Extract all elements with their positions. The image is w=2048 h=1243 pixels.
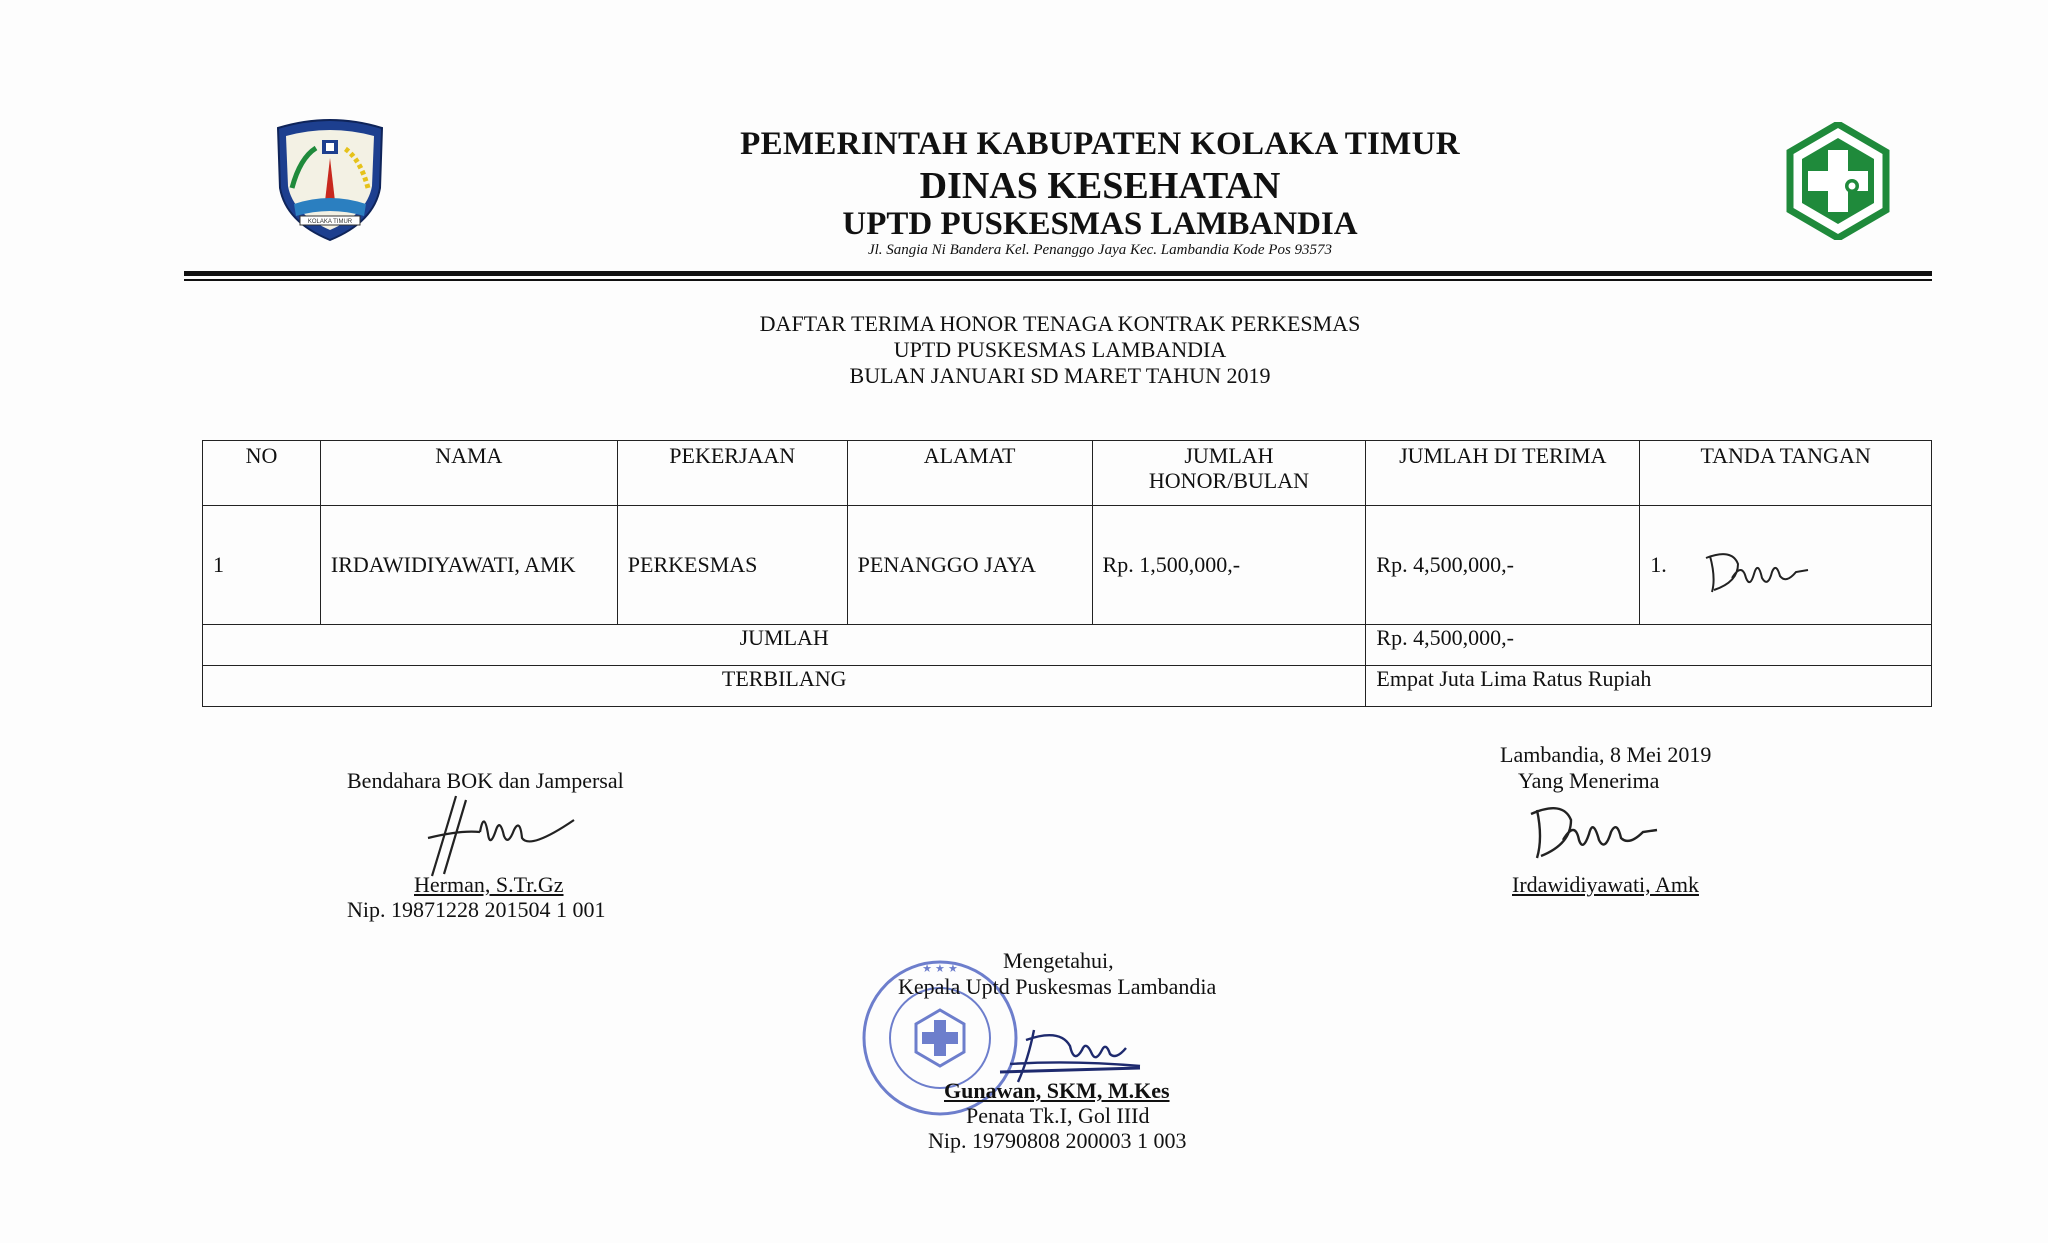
cell-nama: IRDAWIDIYAWATI, AMK	[320, 506, 617, 625]
cell-honor-bulan: Rp. 1,500,000,-	[1092, 506, 1366, 625]
jumlah-value: Rp. 4,500,000,-	[1366, 625, 1932, 666]
treasurer-name: Herman, S.Tr.Gz	[414, 872, 564, 897]
jumlah-label: JUMLAH	[203, 625, 1366, 666]
col-header-alamat: ALAMAT	[847, 441, 1092, 506]
table-jumlah-row	[203, 625, 1932, 666]
head-name: Gunawan, SKM, M.Kes	[944, 1078, 1170, 1103]
treasurer-role: Bendahara BOK dan Jampersal	[347, 768, 624, 793]
header-government: PEMERINTAH KABUPATEN KOLAKA TIMUR	[740, 126, 1460, 162]
document-period: BULAN JANUARI SD MARET TAHUN 2019	[849, 363, 1271, 388]
col-header-nama: NAMA	[320, 441, 617, 506]
recipient-signature-in-table	[1702, 548, 1812, 596]
header-address: Jl. Sangia Ni Bandera Kel. Penanggo Jaya Kec. Lambandia Kode Pos 93573	[867, 242, 1333, 258]
col-header-no: NO	[203, 441, 321, 506]
treasurer-nip: Nip. 19871228 201504 1 001	[347, 897, 606, 922]
header-rule-thick	[184, 271, 1932, 276]
cell-alamat: PENANGGO JAYA	[847, 506, 1092, 625]
col-header-honor-bulan	[1092, 441, 1366, 506]
cell-diterima: Rp. 4,500,000,-	[1366, 506, 1640, 625]
recipient-name: Irdawidiyawati, Amk	[1512, 872, 1699, 897]
place-date: Lambandia, 8 Mei 2019	[1500, 742, 1712, 767]
svg-text:★ ★ ★: ★ ★ ★	[922, 963, 958, 975]
logo-caption: KOLAKA TIMUR	[307, 219, 353, 225]
document-title: DAFTAR TERIMA HONOR TENAGA KONTRAK PERKESMAS	[759, 311, 1361, 336]
document-subtitle: UPTD PUSKESMAS LAMBANDIA	[893, 337, 1227, 362]
col-header-honor-line1: JUMLAH	[1184, 443, 1274, 468]
col-header-diterima: JUMLAH DI TERIMA	[1366, 441, 1640, 506]
table-terbilang-row	[203, 666, 1932, 707]
cell-pekerjaan: PERKESMAS	[617, 506, 847, 625]
col-header-pekerjaan: PEKERJAAN	[617, 441, 847, 506]
acknowledgement-intro: Mengetahui,	[1003, 948, 1114, 973]
head-role: Kepala Uptd Puskesmas Lambandia	[898, 974, 1217, 999]
recipient-role: Yang Menerima	[1518, 768, 1660, 793]
terbilang-value: Empat Juta Lima Ratus Rupiah	[1366, 666, 1932, 707]
col-header-tanda-tangan: TANDA TANGAN	[1640, 441, 1932, 506]
kolaka-timur-regency-logo	[270, 118, 390, 243]
terbilang-label: TERBILANG	[203, 666, 1366, 707]
honor-table	[202, 440, 1932, 707]
cell-no: 1	[203, 506, 321, 625]
treasurer-signature	[410, 790, 580, 880]
header-rule-thin	[184, 279, 1932, 281]
puskesmas-logo	[1786, 122, 1890, 240]
head-rank: Penata Tk.I, Gol IIId	[966, 1103, 1150, 1128]
ttd-number: 1.	[1650, 552, 1667, 577]
header-department: DINAS KESEHATAN	[919, 165, 1281, 207]
col-header-honor-line2: HONOR/BULAN	[1148, 468, 1310, 493]
head-nip: Nip. 19790808 200003 1 003	[928, 1128, 1187, 1153]
table-row	[203, 506, 1932, 625]
header-puskesmas: UPTD PUSKESMAS LAMBANDIA	[842, 206, 1358, 242]
recipient-signature	[1525, 800, 1660, 864]
cell-tanda-tangan	[1640, 506, 1932, 625]
table-header-row	[203, 441, 1932, 506]
